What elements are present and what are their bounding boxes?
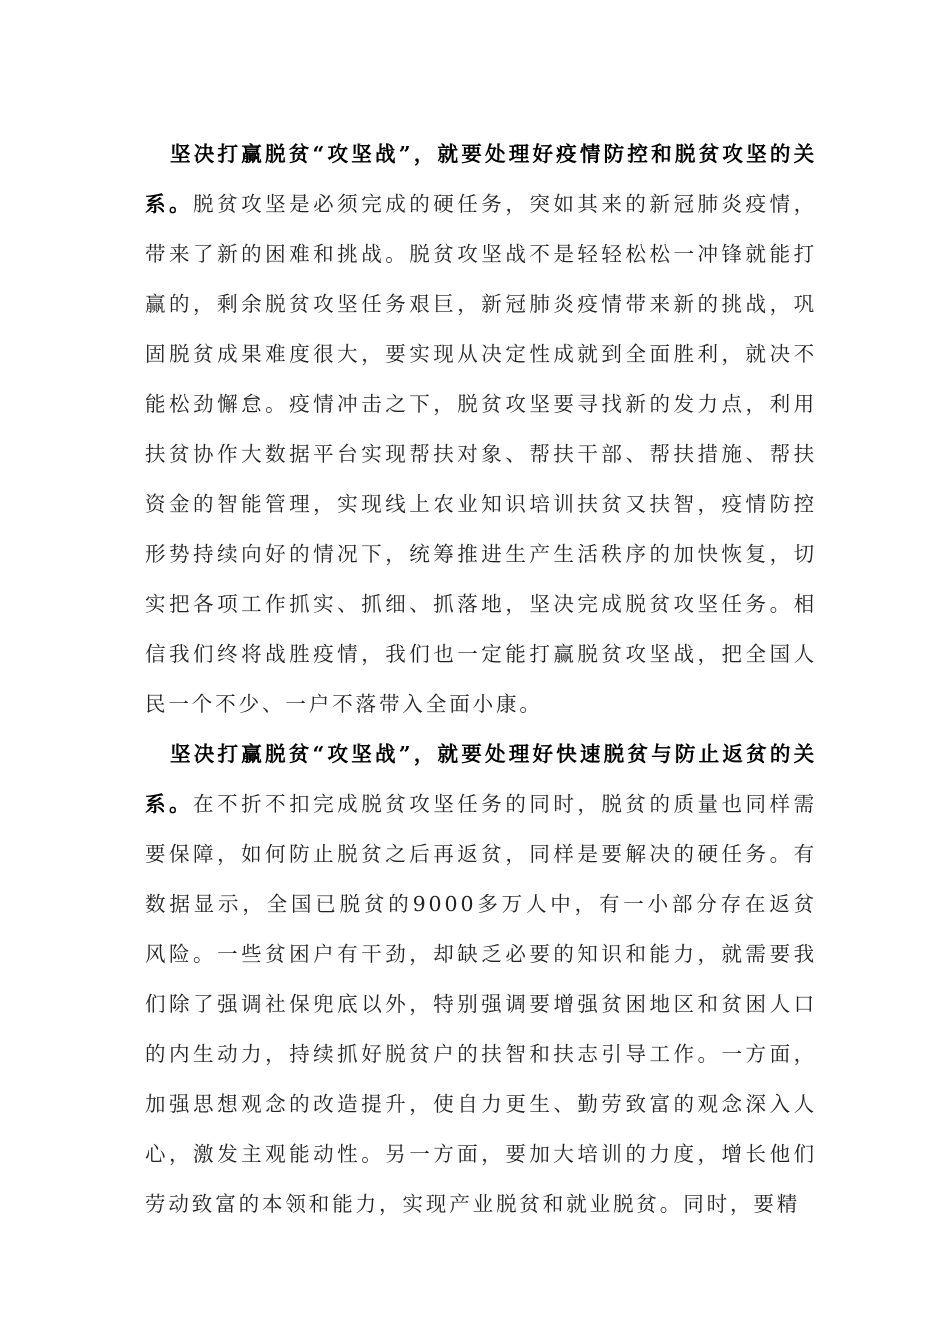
paragraph-2-lead: 坚决打赢脱贫“攻坚战”，就要处理好快速脱贫与防止返贫的关系。 — [145, 742, 817, 816]
paragraph-2-body: 在不折不扣完成脱贫攻坚任务的同时，脱贫的质量也同样需要保障，如何防止脱贫之后再返贫，同样是要解决的硬任务。有数据显示，全国已脱贫的9000多万人中，有一小部分存在返贫风险。一些贫困户有干劲，却缺乏必要的知识和能力，就需要我们除了强调社保兜底以外，特别强调要增强贫困地区和贫困人口的内生动力，持续抓好脱贫户的扶智和扶志引导工作。一方面，加强思想观念的改造提升，使自力更生、勤劳致富的观念深入人心，激发主观能动性。另一方面，要加大培训的力度，增长他们劳动致富的本领和能力，实现产业脱贫和就业脱贫。同时，要精 — [145, 792, 817, 1216]
paragraph-2 — [145, 729, 817, 1229]
paragraph-1-lead: 坚决打赢脱贫“攻坚战”，就要处理好疫情防控和脱贫攻坚的关系。 — [145, 142, 817, 216]
paragraph-1 — [145, 129, 817, 729]
document-body — [145, 129, 817, 1229]
paragraph-1-body: 脱贫攻坚是必须完成的硬任务，突如其来的新冠肺炎疫情，带来了新的困难和挑战。脱贫攻坚战不是轻轻松松一冲锋就能打赢的，剩余脱贫攻坚任务艰巨，新冠肺炎疫情带来新的挑战，巩固脱贫成果难度很大，要实现从决定性成就到全面胜利，就决不能松劲懈怠。疫情冲击之下，脱贫攻坚要寻找新的发力点，利用扶贫协作大数据平台实现帮扶对象、帮扶干部、帮扶措施、帮扶资金的智能管理，实现线上农业知识培训扶贫又扶智，疫情防控形势持续向好的情况下，统筹推进生产生活秩序的加快恢复，切实把各项工作抓实、抓细、抓落地，坚决完成脱贫攻坚任务。相信我们终将战胜疫情，我们也一定能打赢脱贫攻坚战，把全国人民一个不少、一户不落带入全面小康。 — [145, 192, 817, 716]
